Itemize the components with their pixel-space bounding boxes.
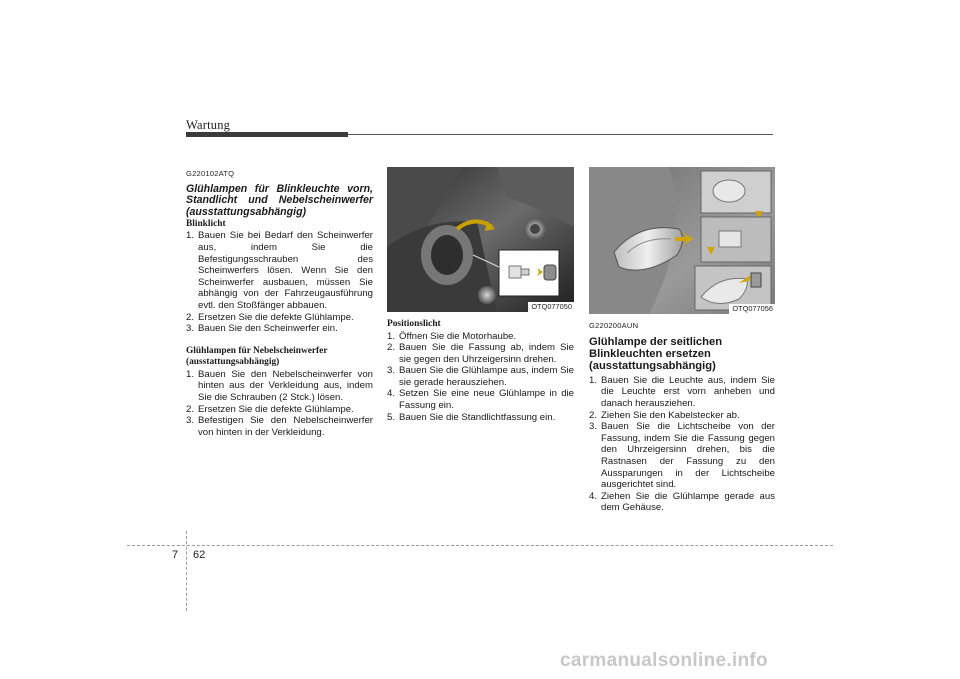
nebelscheinwerfer-steps — [186, 369, 373, 439]
side-indicator-steps — [589, 375, 775, 514]
positionslicht-steps — [387, 331, 574, 424]
list-item: 2. Bauen Sie die Fassung ab, indem Sie sie gegen den Uhrzeigersinn drehen. — [387, 342, 574, 365]
list-item: 2. Ziehen Sie den Kabelstecker ab. — [589, 409, 740, 421]
page-number: 62 — [193, 549, 206, 561]
section-code: G220102ATQ — [186, 169, 235, 178]
figure-side-indicator — [589, 167, 775, 314]
list-item: 4. Ziehen Sie die Glühlampe gerade aus dem Gehäuse. — [589, 490, 775, 514]
page-header-title: Wartung — [186, 118, 231, 132]
figure-caption: OTQ077056 — [729, 304, 775, 314]
middle-column — [387, 319, 574, 423]
subheading-positionslicht: Positionslicht — [387, 319, 441, 329]
list-item: 3. Befestigen Sie den Nebelscheinwerfer von hinten in der Verkleidung. — [186, 415, 373, 438]
list-item: 1. Öffnen Sie die Motorhaube. — [387, 330, 517, 342]
list-item: 2. Ersetzen Sie die defekte Glühlampe. — [186, 311, 354, 323]
list-item: 4. Setzen Sie eine neue Glühlampe in die Fassung ein. — [387, 388, 574, 412]
figure-position-light — [387, 167, 574, 312]
right-column — [589, 320, 775, 514]
footer-rule — [127, 545, 833, 546]
watermark: carmanualsonline.info — [560, 650, 768, 671]
figure-caption: OTQ077050 — [528, 302, 574, 312]
left-column — [186, 168, 373, 438]
subheading-blinklicht: Blinklicht — [186, 218, 226, 229]
section-title: Glühlampe der seitlichen Blinkleuchten ersetzen (ausstattungsabhängig) — [589, 335, 723, 373]
blinklicht-steps — [186, 230, 373, 334]
chapter-number: 7 — [172, 549, 179, 561]
section-code: G220200AUN — [589, 321, 639, 330]
header-rule — [348, 134, 773, 135]
section-title: Glühlampen für Blinkleuchte vorn, Standlicht und Nebelscheinwerfer (ausstattungsabhängig) — [186, 182, 373, 219]
subheading-nebelscheinwerfer: Glühlampen für Nebelscheinwerfer — [186, 345, 328, 356]
list-item: 1. Bauen Sie die Leuchte aus, indem Sie die Leuchte erst vorn anheben und danach herausziehen. — [589, 374, 775, 409]
list-item: 2. Ersetzen Sie die defekte Glühlampe. — [186, 403, 354, 415]
list-item: 1. Bauen Sie bei Bedarf den Scheinwerfer aus, indem Sie die Befestigungsschrauben des Scheinwerfers lösen. Wenn Sie den Scheinwerfer ausbauen, müssen Sie abhängig von der Fahrzeugausführung evtl. den Stoßfänger abbauen. — [186, 230, 373, 312]
list-item: 1. Bauen Sie den Nebelscheinwerfer von hinten aus der Verkleidung aus, indem Sie die Schrauben (2 Stck.) lösen. — [186, 368, 373, 404]
subheading-nebelscheinwerfer-note: (ausstattungsabhängig) — [186, 357, 280, 368]
engine-bay-illustration — [387, 167, 574, 312]
list-item: 3. Bauen Sie den Scheinwerfer ein. — [186, 323, 338, 335]
side-indicator-illustration — [589, 167, 775, 314]
footer-divider — [186, 531, 187, 611]
list-item: 5. Bauen Sie die Standlichtfassung ein. — [387, 411, 556, 423]
list-item: 3. Bauen Sie die Lichtscheibe von der Fassung, indem Sie die Fassung gegen den Uhrzeigersinn drehen, bis die Rastnasen der Fassung zu den Aussparungen in der Lichtscheibe ausgerichtet sind. — [589, 421, 775, 491]
list-item: 3. Bauen Sie die Glühlampe aus, indem Sie sie gerade herausziehen. — [387, 365, 574, 388]
header-accent-bar — [186, 132, 348, 137]
